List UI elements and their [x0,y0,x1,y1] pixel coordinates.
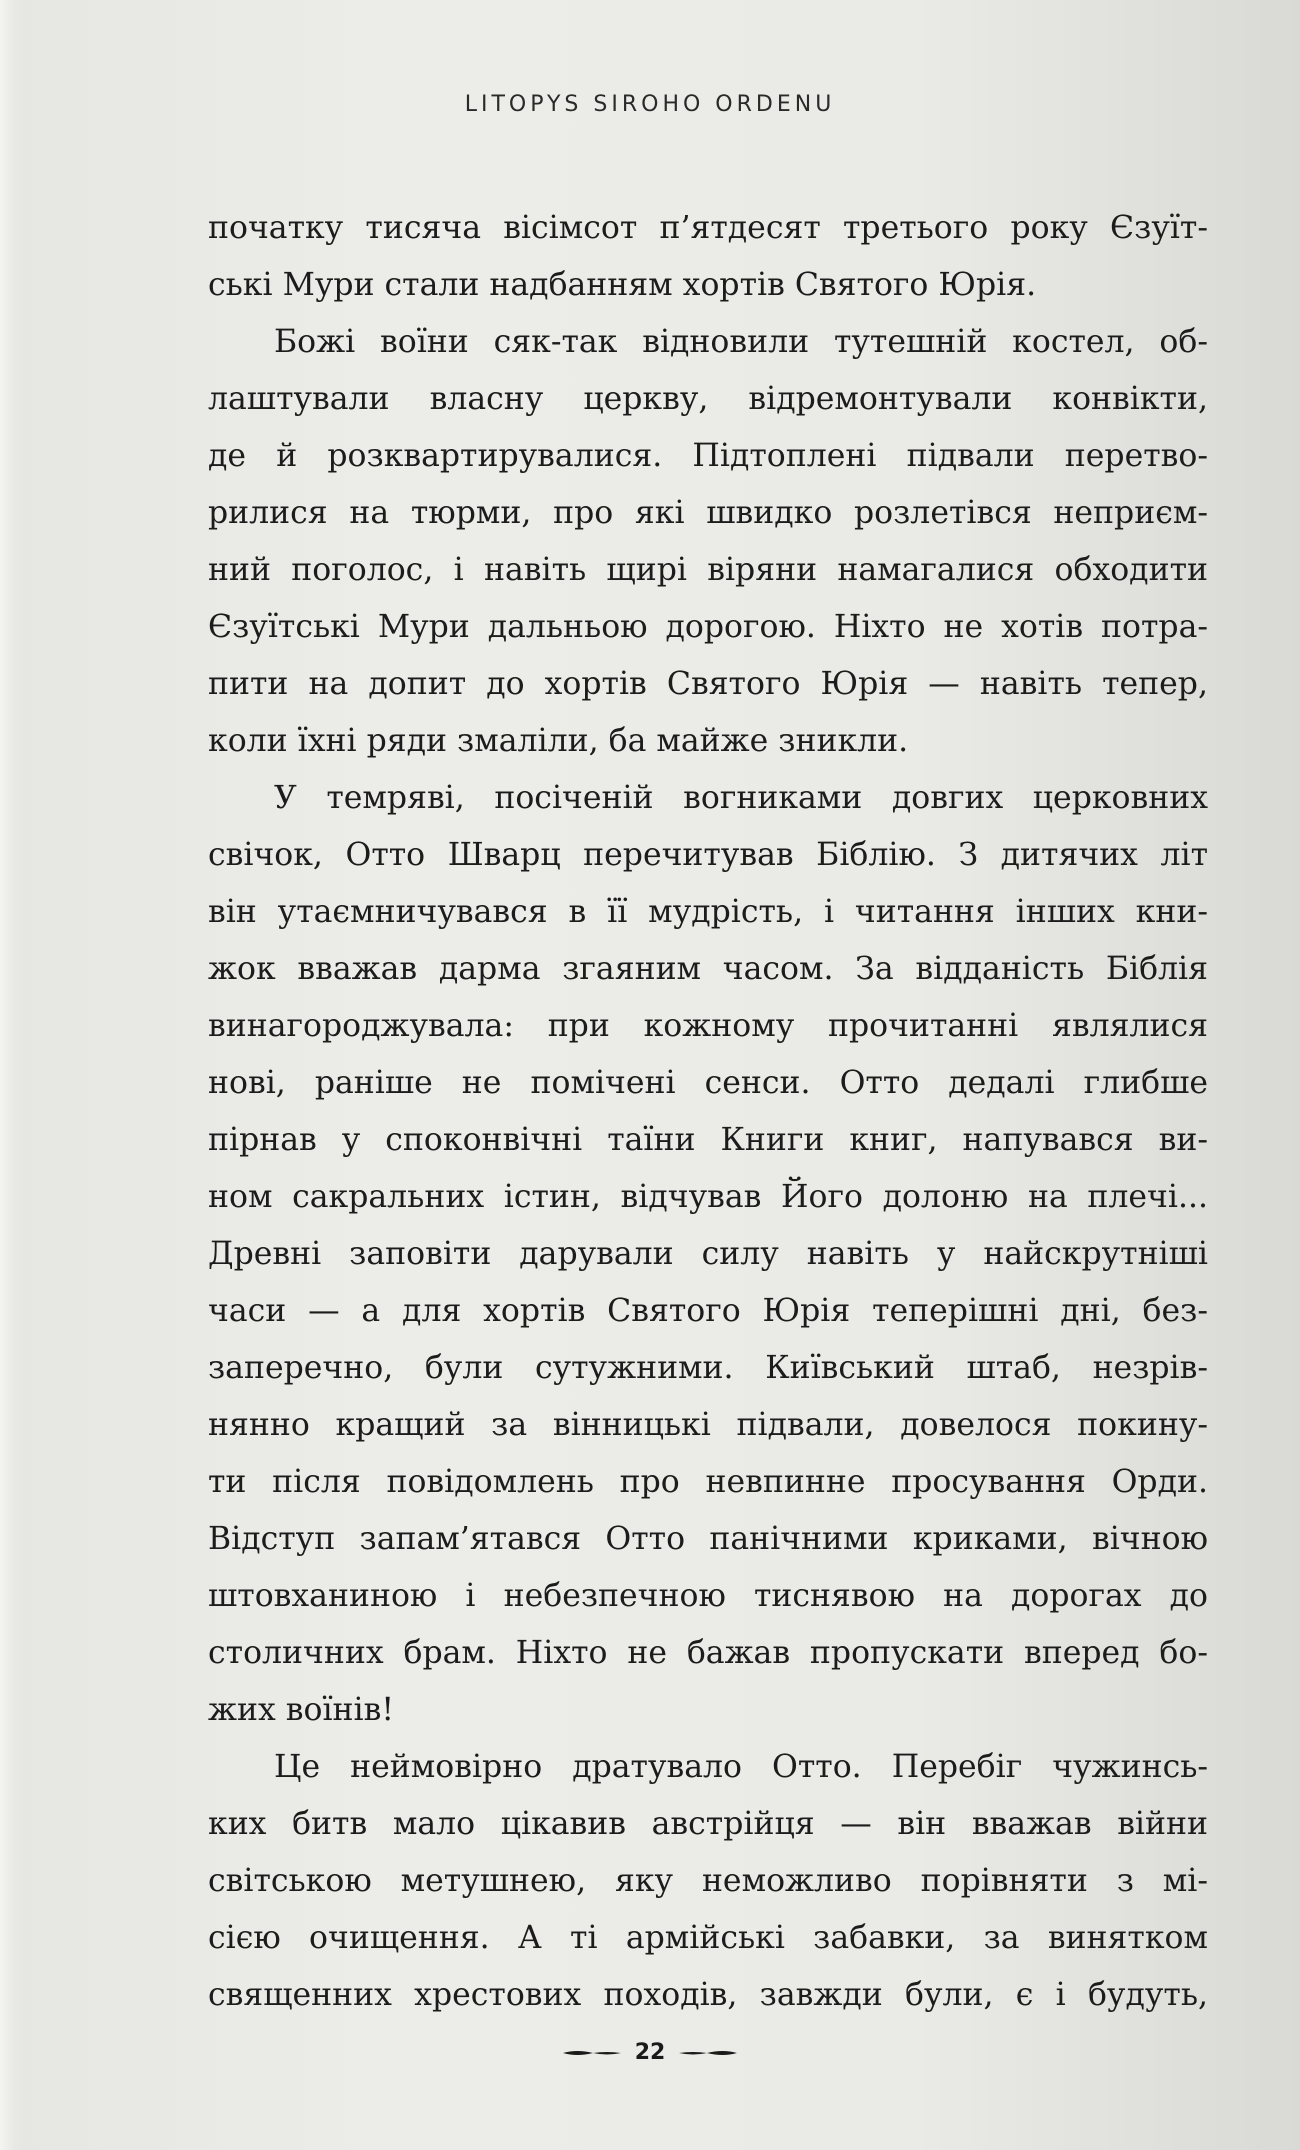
text-line: ські Мури стали надбанням хортів Святого Юрія. [208,267,1037,303]
text-line: нові, раніше не помічені сенси. Отто дедалі глибше [208,1065,1208,1101]
text-line: ном сакральних істин, відчував Його долоню на плечі... [208,1179,1208,1215]
text-line: сією очищення. А ті армійські забавки, за винятком [208,1920,1208,1956]
page-number: 22 [634,2040,666,2065]
text-line: де й розквартирувалися. Підтоплені підвали перетво- [208,438,1208,474]
text-line: заперечно, були сутужними. Київський штаб, незрів- [208,1350,1208,1386]
text-line: він утаємничувався в її мудрість, і читання інших кни- [208,894,1208,930]
text-line: У темряві, посіченій вогниками довгих церковних [274,780,1208,816]
text-line: рилися на тюрми, про які швидко розлетівся неприєм- [208,495,1208,531]
text-line: Древні заповіти дарували силу навіть у найскрутніші [208,1236,1208,1272]
text-line: Єзуїтські Мури дальньою дорогою. Ніхто не хотів потра- [208,609,1208,645]
left-ornament-icon [563,2048,621,2058]
text-line: столичних брам. Ніхто не бажав пропускати вперед бо- [208,1635,1208,1671]
body-text [208,200,1208,2024]
page-gutter-edge [0,0,22,2150]
text-line: жих воїнів! [208,1692,394,1728]
text-line: ний поголос, і навіть щирі віряни намагалися обходити [208,552,1208,588]
text-line: пірнав у споконвічні таїни Книги книг, напувався ви- [208,1122,1208,1158]
text-line: жок вважав дарма згаяним часом. За відданість Біблія [208,951,1208,987]
text-line: Відступ запам’ятався Отто панічними криками, вічною [208,1521,1208,1557]
text-line: світською метушнею, яку неможливо порівняти з мі- [208,1863,1208,1899]
text-line: початку тисяча вісімсот п’ятдесят третього року Єзуїт- [208,210,1208,246]
text-line: лаштували власну церкву, відремонтували конвікти, [208,381,1208,417]
text-line: коли їхні ряди змаліли, ба майже зникли. [208,723,909,759]
text-line: нянно кращий за вінницькі підвали, довелося покину- [208,1407,1208,1443]
text-line: ти після повідомлень про невпинне просування Орди. [208,1464,1208,1500]
text-line: Це неймовірно дратувало Отто. Перебіг чужинсь- [274,1749,1208,1785]
text-line: винагороджувала: при кожному прочитанні являлися [208,1008,1208,1044]
text-line: свічок, Отто Шварц перечитував Біблію. З дитячих літ [208,837,1208,873]
text-line: ких битв мало цікавив австрійця — він вважав війни [208,1806,1208,1842]
page-footer [0,2040,1300,2065]
text-line: пити на допит до хортів Святого Юрія — навіть тепер, [208,666,1208,702]
text-line: часи — а для хортів Святого Юрія теперішні дні, без- [208,1293,1208,1329]
text-line: священних хрестових походів, завжди були, є і будуть, [208,1977,1208,2013]
running-head: LITOPYS SIROHO ORDENU [464,92,836,117]
text-line: штовханиною і небезпечною тиснявою на дорогах до [208,1578,1208,1614]
right-ornament-icon [679,2048,737,2058]
text-line: Божі воїни сяк-так відновили тутешній костел, об- [274,324,1208,360]
